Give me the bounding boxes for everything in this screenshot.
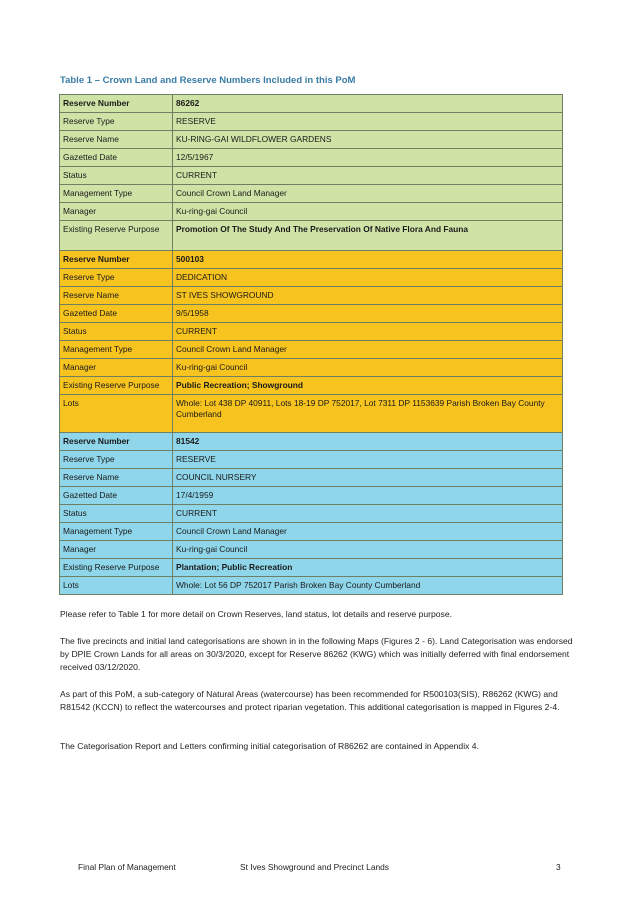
row-label: Reserve Number: [60, 251, 173, 269]
row-value: DEDICATION: [173, 269, 563, 287]
row-value: ST IVES SHOWGROUND: [173, 287, 563, 305]
table-row: [60, 487, 563, 505]
table-row: [60, 395, 563, 433]
row-value: Whole: Lot 56 DP 752017 Parish Broken Bay County Cumberland: [173, 577, 563, 595]
row-value: 9/5/1958: [173, 305, 563, 323]
row-label: Management Type: [60, 341, 173, 359]
table-row: [60, 451, 563, 469]
table-row: [60, 577, 563, 595]
table-row: [60, 251, 563, 269]
row-label: Manager: [60, 541, 173, 559]
row-label: Gazetted Date: [60, 487, 173, 505]
table-row: [60, 305, 563, 323]
table-row: [60, 559, 563, 577]
row-label: Management Type: [60, 523, 173, 541]
table-row: [60, 341, 563, 359]
table-row: [60, 131, 563, 149]
row-value: 86262: [173, 95, 563, 113]
paragraph-categorisation: The five precincts and initial land categorisations are shown in in the following Maps (Figures 2 - 6). Land Categorisation was endorsed by DPIE Crown Lands for all areas on 30/3/2020, except for Reserve 86262 (KWG) which was initially deferred with final endorsement received 03/12/2020.: [60, 636, 573, 673]
row-label: Status: [60, 505, 173, 523]
table-row: [60, 541, 563, 559]
footer-page-number: 3: [556, 862, 561, 872]
row-label: Existing Reserve Purpose: [60, 559, 173, 577]
row-label: Manager: [60, 359, 173, 377]
table-row: [60, 203, 563, 221]
footer-site-name: St Ives Showground and Precinct Lands: [240, 862, 389, 872]
table-row: [60, 359, 563, 377]
row-label: Lots: [60, 577, 173, 595]
table-row: [60, 221, 563, 251]
row-value: 12/5/1967: [173, 149, 563, 167]
row-value: Council Crown Land Manager: [173, 341, 563, 359]
table-row: [60, 469, 563, 487]
row-value: CURRENT: [173, 167, 563, 185]
row-value: Plantation; Public Recreation: [173, 559, 563, 577]
table-row: [60, 167, 563, 185]
row-value: Ku-ring-gai Council: [173, 541, 563, 559]
row-label: Management Type: [60, 185, 173, 203]
row-label: Reserve Number: [60, 95, 173, 113]
footer-document-title: Final Plan of Management: [78, 862, 176, 872]
row-value: Council Crown Land Manager: [173, 523, 563, 541]
row-label: Gazetted Date: [60, 305, 173, 323]
row-label: Lots: [60, 395, 173, 433]
table-caption: Table 1 – Crown Land and Reserve Numbers Included in this PoM: [60, 75, 356, 86]
row-value: CURRENT: [173, 323, 563, 341]
row-label: Status: [60, 167, 173, 185]
row-label: Existing Reserve Purpose: [60, 221, 173, 251]
row-value: Whole: Lot 438 DP 40911, Lots 18-19 DP 752017, Lot 7311 DP 1153639 Parish Broken Bay County Cumberland: [173, 395, 563, 433]
row-value: KU-RING-GAI WILDFLOWER GARDENS: [173, 131, 563, 149]
row-label: Reserve Name: [60, 131, 173, 149]
row-label: Reserve Name: [60, 287, 173, 305]
table-row: [60, 149, 563, 167]
table-row: [60, 287, 563, 305]
table-row: [60, 113, 563, 131]
table-row: [60, 185, 563, 203]
row-label: Reserve Number: [60, 433, 173, 451]
table-row: [60, 95, 563, 113]
row-value: RESERVE: [173, 451, 563, 469]
row-value: Public Recreation; Showground: [173, 377, 563, 395]
table-row: [60, 505, 563, 523]
table-row: [60, 433, 563, 451]
row-label: Status: [60, 323, 173, 341]
table-row: [60, 523, 563, 541]
row-value: Ku-ring-gai Council: [173, 203, 563, 221]
row-value: 81542: [173, 433, 563, 451]
row-label: Reserve Type: [60, 269, 173, 287]
row-label: Reserve Type: [60, 451, 173, 469]
paragraph-watercourse: As part of this PoM, a sub-category of Natural Areas (watercourse) has been recommended for R500103(SIS), R86262 (KWG) and R81542 (KCCN) to reflect the watercourses and protect riparian vegetation. This additional categorisation is mapped in Figures 2-4.: [60, 689, 560, 713]
table-row: [60, 323, 563, 341]
paragraph-appendix: The Categorisation Report and Letters confirming initial categorisation of R86262 are contained in Appendix 4.: [60, 741, 479, 751]
table-row: [60, 269, 563, 287]
row-label: Gazetted Date: [60, 149, 173, 167]
row-value: CURRENT: [173, 505, 563, 523]
paragraph-table-reference: Please refer to Table 1 for more detail on Crown Reserves, land status, lot details and reserve purpose.: [60, 609, 453, 619]
row-value: COUNCIL NURSERY: [173, 469, 563, 487]
row-label: Reserve Name: [60, 469, 173, 487]
row-label: Existing Reserve Purpose: [60, 377, 173, 395]
row-value: Council Crown Land Manager: [173, 185, 563, 203]
row-value: RESERVE: [173, 113, 563, 131]
row-label: Manager: [60, 203, 173, 221]
row-value: Promotion Of The Study And The Preservation Of Native Flora And Fauna: [173, 221, 563, 251]
table-row: [60, 377, 563, 395]
row-value: 500103: [173, 251, 563, 269]
row-value: Ku-ring-gai Council: [173, 359, 563, 377]
row-value: 17/4/1959: [173, 487, 563, 505]
row-label: Reserve Type: [60, 113, 173, 131]
reserves-table: [59, 94, 563, 595]
